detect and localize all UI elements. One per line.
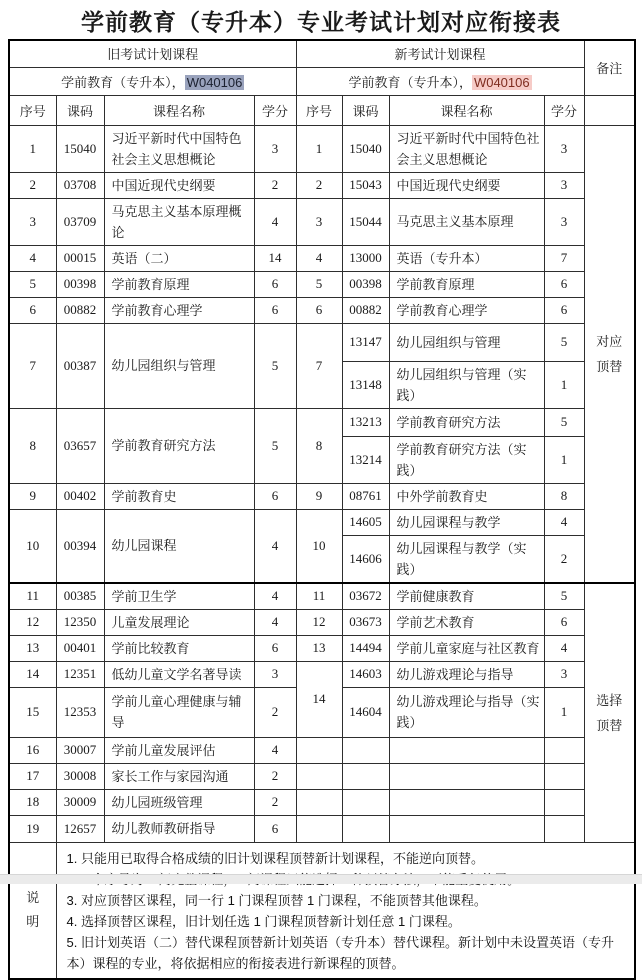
cell-name: 马克思主义基本原理 (389, 198, 544, 245)
cell-credit: 8 (544, 483, 584, 509)
cell-credit: 6 (254, 483, 296, 509)
cell-code: 00882 (342, 297, 389, 323)
cell-code (342, 815, 389, 842)
cell-seq: 7 (9, 323, 56, 408)
table-body (9, 125, 635, 842)
cell-code: 12657 (56, 815, 104, 842)
old-major-name: 学前教育（专升本）， (61, 74, 185, 90)
table-row (9, 763, 635, 789)
old-major-cell (9, 67, 296, 95)
cell-code: 00398 (56, 271, 104, 297)
cell-name: 学前教育研究方法 (104, 408, 254, 483)
cell-code: 15040 (56, 125, 104, 172)
cell-name: 英语（二） (104, 245, 254, 271)
cell-code: 12353 (56, 687, 104, 737)
cell-code: 03672 (342, 583, 389, 610)
cell-credit: 6 (254, 297, 296, 323)
cell-name: 幼儿园班级管理 (104, 789, 254, 815)
cell-seq: 6 (9, 297, 56, 323)
cell-credit: 4 (254, 737, 296, 763)
plan-header-row (9, 40, 635, 67)
table-row (9, 323, 635, 361)
cell-code: 08761 (342, 483, 389, 509)
cell-credit: 4 (254, 609, 296, 635)
cell-code: 03708 (56, 172, 104, 198)
cell-seq: 12 (9, 609, 56, 635)
cell-code: 15043 (342, 172, 389, 198)
cell-seq: 15 (9, 687, 56, 737)
cell-seq (296, 763, 342, 789)
cell-name: 学前儿童家庭与社区教育 (389, 635, 544, 661)
table-row (9, 609, 635, 635)
cell-credit: 6 (544, 297, 584, 323)
cell-credit: 4 (254, 583, 296, 610)
cell-name: 马克思主义基本原理概论 (104, 198, 254, 245)
cell-code: 03673 (342, 609, 389, 635)
cell-credit: 7 (544, 245, 584, 271)
old-major-code-highlight: W040106 (186, 74, 243, 90)
cell-name: 学前教育史 (104, 483, 254, 509)
cell-code (342, 763, 389, 789)
table-row (9, 172, 635, 198)
note-line: 5. 旧计划英语（二）替代课程顶替新计划英语（专升本）替代课程。新计划中未设置英语（专升本）课程的专业，将依据相应的衔接表进行新课程的顶替。 (66, 934, 614, 971)
cell-credit: 5 (544, 323, 584, 361)
cell-code: 14494 (342, 635, 389, 661)
cell-credit: 5 (544, 583, 584, 610)
cell-name: 儿童发展理论 (104, 609, 254, 635)
note-line: 1. 只能用已取得合格成绩的旧计划课程顶替新计划课程，不能逆向顶替。 (66, 850, 484, 866)
new-major-cell (296, 67, 584, 95)
cell-name: 学前卫生学 (104, 583, 254, 610)
cell-credit: 4 (254, 198, 296, 245)
cell-name: 学前教育心理学 (389, 297, 544, 323)
cell-name: 幼儿游戏理论与指导（实践） (389, 687, 544, 737)
table-row (9, 789, 635, 815)
cell-seq: 5 (9, 271, 56, 297)
cell-credit: 4 (544, 635, 584, 661)
cell-code (342, 789, 389, 815)
cell-code: 14603 (342, 661, 389, 687)
col-header-name-old: 课程名称 (104, 95, 254, 125)
cell-credit: 1 (544, 361, 584, 408)
table-row (9, 509, 635, 535)
cell-credit (544, 815, 584, 842)
cell-seq: 14 (9, 661, 56, 687)
cell-seq: 5 (296, 271, 342, 297)
cell-seq (296, 815, 342, 842)
cell-name (389, 763, 544, 789)
cell-seq: 9 (296, 483, 342, 509)
cell-seq: 4 (9, 245, 56, 271)
col-header-seq-new: 序号 (296, 95, 342, 125)
cell-credit: 5 (254, 323, 296, 408)
new-plan-header: 新考试计划课程 (296, 40, 584, 67)
cell-seq (296, 789, 342, 815)
cell-code: 13000 (342, 245, 389, 271)
cell-seq: 8 (9, 408, 56, 483)
cell-seq: 9 (9, 483, 56, 509)
cell-name: 学前儿童心理健康与辅导 (104, 687, 254, 737)
cell-name: 中外学前教育史 (389, 483, 544, 509)
cell-credit: 6 (254, 271, 296, 297)
cell-seq: 3 (296, 198, 342, 245)
cell-seq: 11 (296, 583, 342, 610)
cell-code: 12351 (56, 661, 104, 687)
table-row (9, 271, 635, 297)
cell-seq: 1 (9, 125, 56, 172)
cell-name: 幼儿园组织与管理 (389, 323, 544, 361)
cell-seq: 2 (9, 172, 56, 198)
table-row (9, 737, 635, 763)
note-line: 3. 对应顶替区课程，同一行 1 门课程顶替 1 门课程，不能顶替其他课程。 (66, 892, 487, 908)
cell-code: 30009 (56, 789, 104, 815)
cell-name (389, 737, 544, 763)
cell-seq: 17 (9, 763, 56, 789)
cell-name: 学前教育心理学 (104, 297, 254, 323)
cell-seq: 3 (9, 198, 56, 245)
cell-name: 幼儿园组织与管理 (104, 323, 254, 408)
col-header-name-new: 课程名称 (389, 95, 544, 125)
cell-credit: 5 (254, 408, 296, 483)
cell-name (389, 789, 544, 815)
cell-code: 00402 (56, 483, 104, 509)
cell-credit: 4 (254, 509, 296, 583)
table-row (9, 297, 635, 323)
cell-seq: 4 (296, 245, 342, 271)
table-row (9, 408, 635, 436)
cell-name: 幼儿园组织与管理（实践） (389, 361, 544, 408)
cell-name: 幼儿园课程与教学（实践） (389, 535, 544, 583)
table-row (9, 198, 635, 245)
cell-name: 幼儿园课程与教学 (389, 509, 544, 535)
cell-credit (544, 763, 584, 789)
new-major-name: 学前教育（专升本）， (348, 74, 472, 90)
cell-credit: 6 (254, 815, 296, 842)
cell-code: 30008 (56, 763, 104, 789)
cell-code: 15040 (342, 125, 389, 172)
page-title: 学前教育（专升本）专业考试计划对应衔接表 (81, 9, 561, 35)
cell-name: 学前教育原理 (389, 271, 544, 297)
cell-remark: 选择 顶替 (584, 583, 635, 843)
cell-seq: 2 (296, 172, 342, 198)
cell-code: 13148 (342, 361, 389, 408)
cell-name: 习近平新时代中国特色社会主义思想概论 (104, 125, 254, 172)
cell-credit: 14 (254, 245, 296, 271)
cell-code: 14605 (342, 509, 389, 535)
table-row (9, 483, 635, 509)
cell-name: 幼儿教师教研指导 (104, 815, 254, 842)
cell-code: 13214 (342, 436, 389, 483)
cell-remark: 对应 顶替 (584, 125, 635, 583)
cell-seq: 1 (296, 125, 342, 172)
cell-code: 12350 (56, 609, 104, 635)
cell-name: 学前教育原理 (104, 271, 254, 297)
cell-credit: 1 (544, 436, 584, 483)
cell-seq: 8 (296, 408, 342, 483)
cell-code: 00398 (342, 271, 389, 297)
table-row (9, 125, 635, 172)
cell-name: 学前艺术教育 (389, 609, 544, 635)
cell-credit: 1 (544, 687, 584, 737)
old-plan-header: 旧考试计划课程 (9, 40, 296, 67)
cell-name: 幼儿游戏理论与指导 (389, 661, 544, 687)
cell-code: 14604 (342, 687, 389, 737)
cell-code: 15044 (342, 198, 389, 245)
cell-name: 中国近现代史纲要 (104, 172, 254, 198)
cell-code: 03657 (56, 408, 104, 483)
cell-name: 学前比较教育 (104, 635, 254, 661)
note-line: 4. 选择顶替区课程，旧计划任选 1 门课程顶替新计划任意 1 门课程。 (66, 913, 461, 929)
cell-code: 30007 (56, 737, 104, 763)
table-row (9, 583, 635, 610)
notes-content (56, 842, 635, 979)
new-major-code-highlight: W040106 (473, 74, 530, 90)
cell-name: 幼儿园课程 (104, 509, 254, 583)
cell-name (389, 815, 544, 842)
cell-seq: 18 (9, 789, 56, 815)
cell-name: 家长工作与家园沟通 (104, 763, 254, 789)
cell-code (342, 737, 389, 763)
cell-name: 学前健康教育 (389, 583, 544, 610)
cell-credit: 2 (254, 172, 296, 198)
cell-name: 习近平新时代中国特色社会主义思想概论 (389, 125, 544, 172)
cell-name: 学前教育研究方法（实践） (389, 436, 544, 483)
cell-seq: 10 (9, 509, 56, 583)
cell-credit: 5 (544, 408, 584, 436)
cell-credit: 3 (254, 661, 296, 687)
table-row (9, 661, 635, 687)
cell-name: 中国近现代史纲要 (389, 172, 544, 198)
cell-code: 00401 (56, 635, 104, 661)
cell-credit: 2 (544, 535, 584, 583)
cell-credit: 3 (544, 661, 584, 687)
cell-seq (296, 737, 342, 763)
table-row (9, 635, 635, 661)
major-header-row (9, 67, 635, 95)
remark-header: 备注 (584, 40, 635, 95)
cell-seq: 6 (296, 297, 342, 323)
cell-code: 14606 (342, 535, 389, 583)
cell-credit: 2 (254, 789, 296, 815)
cell-credit: 2 (254, 687, 296, 737)
column-header-row (9, 95, 635, 125)
cell-credit: 6 (544, 271, 584, 297)
notes-row (9, 842, 635, 979)
cell-credit: 6 (544, 609, 584, 635)
cell-name: 低幼儿童文学名著导读 (104, 661, 254, 687)
cell-seq: 11 (9, 583, 56, 610)
cell-credit: 3 (544, 125, 584, 172)
page-bottom-strip (0, 874, 642, 884)
cell-credit (544, 737, 584, 763)
cell-name: 学前儿童发展评估 (104, 737, 254, 763)
notes-label: 说 明 (9, 842, 56, 979)
cell-credit (544, 789, 584, 815)
cell-credit: 6 (254, 635, 296, 661)
cell-credit: 3 (254, 125, 296, 172)
cell-code: 00387 (56, 323, 104, 408)
table-row (9, 245, 635, 271)
cell-seq: 14 (296, 661, 342, 737)
cell-seq: 7 (296, 323, 342, 408)
cell-seq: 13 (9, 635, 56, 661)
cell-code: 00394 (56, 509, 104, 583)
table-row (9, 815, 635, 842)
col-header-seq-old: 序号 (9, 95, 56, 125)
cell-code: 00882 (56, 297, 104, 323)
cell-seq: 10 (296, 509, 342, 583)
cell-credit: 3 (544, 198, 584, 245)
cell-credit: 4 (544, 509, 584, 535)
correspondence-table (8, 39, 636, 980)
cell-code: 13147 (342, 323, 389, 361)
cell-credit: 2 (254, 763, 296, 789)
cell-code: 00385 (56, 583, 104, 610)
cell-seq: 16 (9, 737, 56, 763)
col-header-credit-new: 学分 (544, 95, 584, 125)
cell-seq: 12 (296, 609, 342, 635)
col-header-credit-old: 学分 (254, 95, 296, 125)
col-header-code-new: 课码 (342, 95, 389, 125)
cell-seq: 13 (296, 635, 342, 661)
cell-code: 00015 (56, 245, 104, 271)
cell-name: 英语（专升本） (389, 245, 544, 271)
cell-credit: 3 (544, 172, 584, 198)
remark-header-spacer (584, 95, 635, 125)
cell-code: 03709 (56, 198, 104, 245)
cell-seq: 19 (9, 815, 56, 842)
cell-code: 13213 (342, 408, 389, 436)
col-header-code-old: 课码 (56, 95, 104, 125)
cell-name: 学前教育研究方法 (389, 408, 544, 436)
